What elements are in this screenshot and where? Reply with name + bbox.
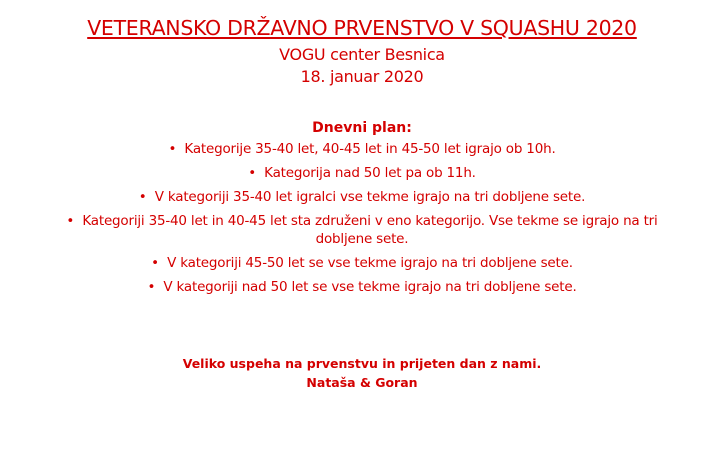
plan-item: • Kategoriji 35-40 let in 40-45 let sta združeni v eno kategorijo. Vse tekme se igrajo na tri dobljene sete.: [40, 212, 684, 248]
plan-item: • V kategoriji 35-40 let igralci vse tekme igrajo na tri dobljene sete.: [40, 188, 684, 206]
signature: Nataša & Goran: [306, 375, 418, 390]
page-title: VETERANSKO DRŽAVNO PRVENSTVO V SQUASHU 2020: [87, 16, 637, 40]
closing-block: [0, 354, 724, 392]
plan-item: • Kategorije 35-40 let, 40-45 let in 45-50 let igrajo ob 10h.: [40, 140, 684, 158]
plan-item: • Kategorija nad 50 let pa ob 11h.: [40, 164, 684, 182]
plan-heading: Dnevni plan:: [312, 120, 412, 136]
closing-message: Veliko uspeha na prvenstvu in prijeten dan z nami.: [182, 356, 542, 371]
plan-item: • V kategoriji 45-50 let se vse tekme igrajo na tri dobljene sete.: [40, 254, 684, 272]
plan-list: [40, 140, 684, 302]
event-date: 18. januar 2020: [300, 67, 424, 86]
venue-name: VOGU center Besnica: [279, 45, 445, 64]
plan-item: • V kategoriji nad 50 let se vse tekme igrajo na tri dobljene sete.: [40, 278, 684, 296]
